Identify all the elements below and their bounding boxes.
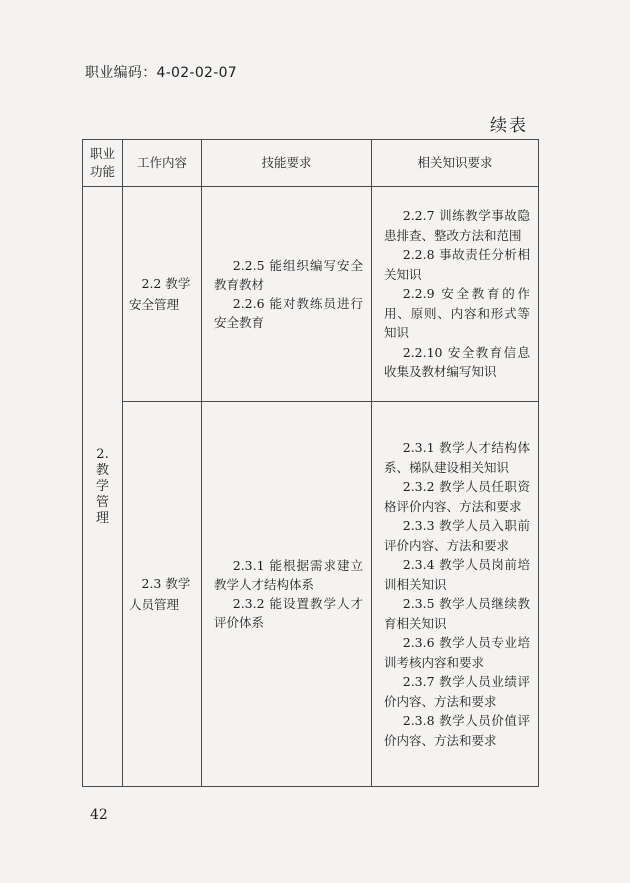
function-cell xyxy=(83,187,123,787)
knowledge-item: 2.3.6 教学人员专业培训考核内容和要求 xyxy=(384,635,530,670)
knowledge-requirements-cell xyxy=(372,187,539,402)
work-content-label: 2.2 教学安全管理 xyxy=(129,276,191,312)
header-work-content: 工作内容 xyxy=(123,140,202,187)
skill-item: 2.3.2 能设置教学人才评价体系 xyxy=(214,596,363,630)
function-label: 2. 教学管理 xyxy=(95,446,109,526)
knowledge-item: 2.3.3 教学人员入职前评价内容、方法和要求 xyxy=(384,518,530,553)
work-content-label: 2.3 教学人员管理 xyxy=(129,576,191,612)
knowledge-item: 2.3.5 教学人员继续教育相关知识 xyxy=(384,596,530,631)
knowledge-item: 2.3.7 教学人员业绩评价内容、方法和要求 xyxy=(384,674,530,709)
page-number: 42 xyxy=(90,807,108,823)
skill-item: 2.3.1 能根据需求建立教学人才结构体系 xyxy=(214,558,363,592)
knowledge-item: 2.3.4 教学人员岗前培训相关知识 xyxy=(384,557,530,592)
knowledge-item: 2.2.9 安全教育的作用、原则、内容和形式等知识 xyxy=(384,286,530,341)
continued-label: 续表 xyxy=(490,116,528,136)
header-knowledge-requirements: 相关知识要求 xyxy=(372,140,539,187)
knowledge-item: 2.3.8 教学人员价值评价内容、方法和要求 xyxy=(384,713,530,748)
knowledge-item: 2.3.2 教学人员任职资格评价内容、方法和要求 xyxy=(384,479,530,514)
knowledge-item: 2.2.7 训练教学事故隐患排查、整改方法和范围 xyxy=(384,208,530,243)
work-content-cell xyxy=(123,402,202,787)
skill-item: 2.2.6 能对教练员进行安全教育 xyxy=(214,296,363,330)
work-content-cell xyxy=(123,187,202,402)
knowledge-item: 2.2.8 事故责任分析相关知识 xyxy=(384,247,530,282)
knowledge-requirements-cell xyxy=(372,402,539,787)
header-function: 职业 功能 xyxy=(83,140,123,187)
skill-requirements-cell xyxy=(202,402,372,787)
skills-table xyxy=(82,139,539,787)
knowledge-item: 2.2.10 安全教育信息收集及教材编写知识 xyxy=(384,344,530,380)
occupation-code: 职业编码：4-02-02-07 xyxy=(85,65,238,81)
skill-requirements-cell xyxy=(202,187,372,402)
header-skill-requirements: 技能要求 xyxy=(202,140,372,187)
table-header-row xyxy=(83,140,539,187)
skill-item: 2.2.5 能组织编写安全教育教材 xyxy=(214,258,363,292)
knowledge-item: 2.3.1 教学人才结构体系、梯队建设相关知识 xyxy=(384,440,530,475)
table-row xyxy=(83,187,539,402)
table-row xyxy=(83,402,539,787)
